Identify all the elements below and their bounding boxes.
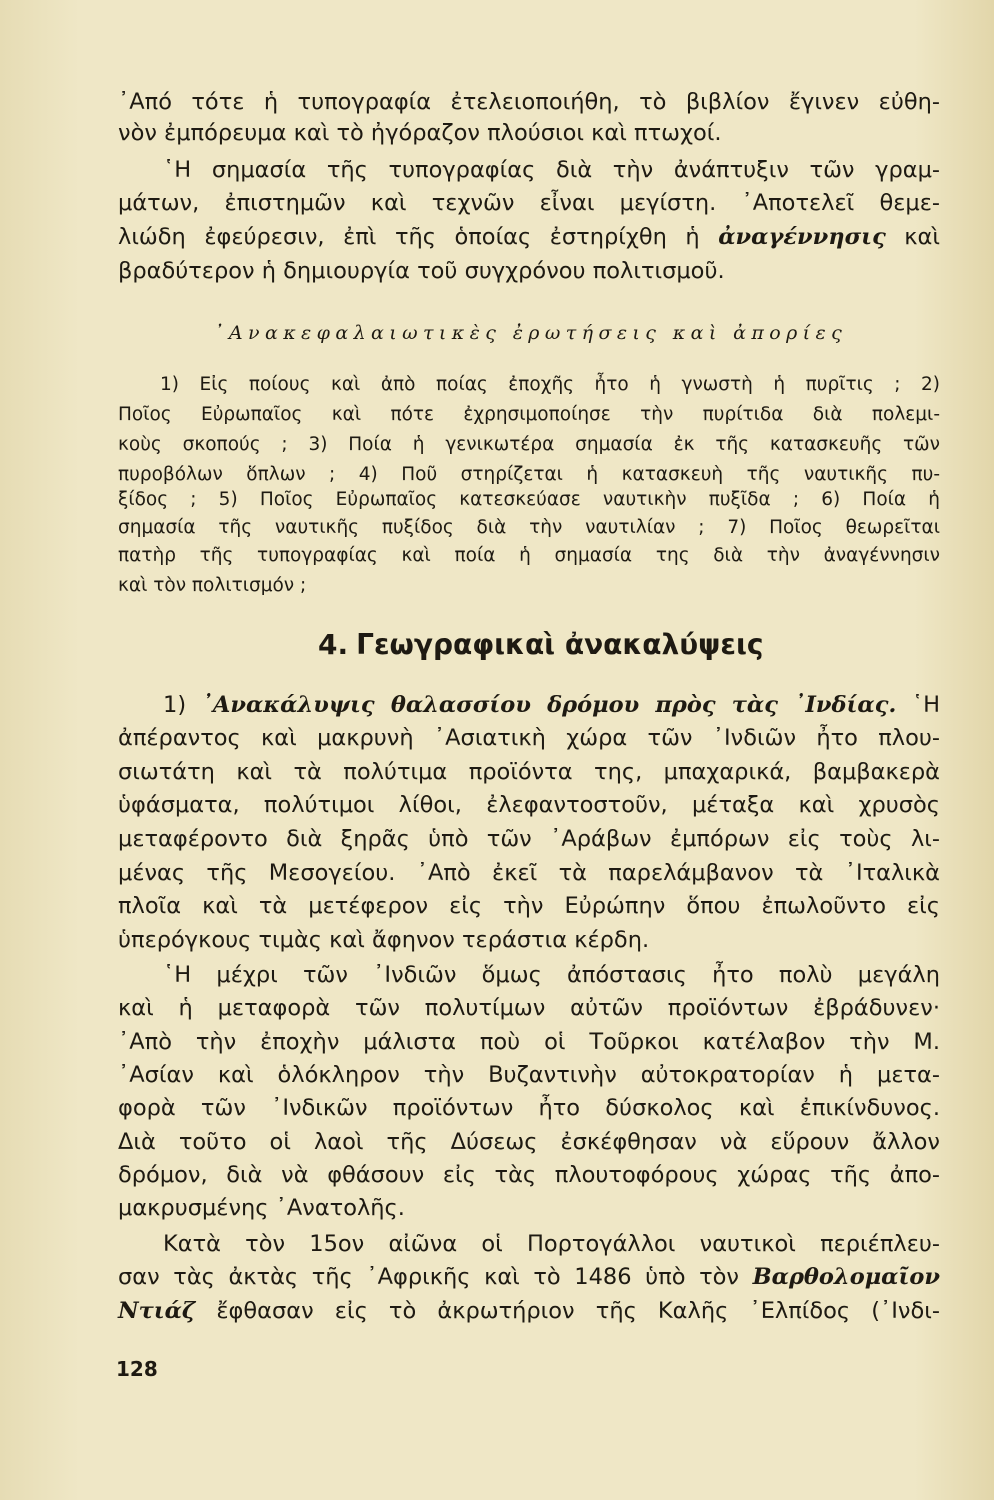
body-text-line: Ντιάζ ἔφθασαν εἰς τὸ ἀκρωτήριον τῆς Καλῆς ᾿Ελπίδος (᾿Ινδι- bbox=[118, 1298, 940, 1324]
question-line: πυροβόλων ὅπλων ; 4) Ποῦ στηρίζεται ἡ κατασκευὴ τῆς ναυτικῆς πυ- bbox=[118, 464, 940, 485]
body-text-line: λιώδη ἐφεύρεσιν, ἐπὶ τῆς ὁποίας ἐστηρίχθη ἡ ἀναγέννησις καὶ bbox=[118, 224, 941, 250]
question-line: σημασία τῆς ναυτικῆς πυξίδος διὰ τὴν ναυτιλίαν ; 7) Ποῖος θεωρεῖται bbox=[118, 517, 940, 538]
body-text-line: καὶ ἡ μεταφορὰ τῶν πολυτίμων αὐτῶν προϊόντων ἐβράδυνεν· bbox=[118, 995, 940, 1021]
body-text-line: πλοῖα καὶ τὰ μετέφερον εἰς τὴν Εὐρώπην ὅπου ἐπωλοῦντο εἰς bbox=[118, 893, 940, 919]
body-text-line: βραδύτερον ἡ δημιουργία τοῦ συγχρόνου πολιτισμοῦ. bbox=[118, 258, 725, 284]
page-number: 128 bbox=[116, 1357, 158, 1381]
body-text-line: 1) ᾿Ανακάλυψις θαλασσίου δρόμου πρὸς τὰς ᾿Ινδίας. ῾Η bbox=[163, 692, 940, 718]
body-text-line: φορὰ τῶν ᾿Ινδικῶν προϊόντων ἦτο δύσκολος καὶ ἐπικίνδυνος. bbox=[118, 1095, 940, 1121]
body-text-line: Διὰ τοῦτο οἱ λαοὶ τῆς Δύσεως ἐσκέφθησαν νὰ εὕρουν ἄλλον bbox=[118, 1129, 940, 1155]
body-text-line: ᾿Απὸ τὴν ἐποχὴν μάλιστα ποὺ οἱ Τοῦρκοι κατέλαβον τὴν Μ. bbox=[118, 1029, 940, 1055]
body-text-line: σιωτάτη καὶ τὰ πολύτιμα προϊόντα της, μπαχαρικά, βαμβακερὰ bbox=[118, 759, 940, 785]
section-heading: 4. Γεωγραφικαὶ ἀνακαλύψεις bbox=[318, 628, 764, 661]
question-line: πατὴρ τῆς τυπογραφίας καὶ ποία ἡ σημασία της διὰ τὴν ἀναγέννησιν bbox=[118, 545, 940, 566]
body-text-line: ὑφάσματα, πολύτιμοι λίθοι, ἐλεφαντοστοῦν, μέταξα καὶ χρυσὸς bbox=[118, 792, 940, 818]
body-text-line: ᾿Από τότε ἡ τυπογραφία ἐτελειοποιήθη, τὸ βιβλίον ἔγινεν εὐθη- bbox=[118, 89, 940, 115]
body-text-line: μακρυσμένης ᾿Ανατολῆς. bbox=[118, 1195, 405, 1221]
body-text-line: μεταφέροντο διὰ ξηρᾶς ὑπὸ τῶν ᾿Αράβων ἐμπόρων εἰς τοὺς λι- bbox=[118, 826, 940, 852]
body-text-line: μένας τῆς Μεσογείου. ᾿Απὸ ἐκεῖ τὰ παρελάμβανον τὰ ᾿Ιταλικὰ bbox=[118, 860, 940, 886]
subsection-title: ᾿Ανακάλυψις θαλασσίου δρόμου πρὸς τὰς ᾿Ινδίας. bbox=[201, 692, 897, 718]
emphasis-renaissance: ἀναγέννησις bbox=[718, 224, 886, 250]
question-line: καὶ τὸν πολιτισμόν ; bbox=[118, 575, 307, 596]
body-text-line: δρόμον, διὰ νὰ φθάσουν εἰς τὰς πλουτοφόρους χώρας τῆς ἀπο- bbox=[118, 1162, 940, 1188]
review-questions-heading: ᾿Ανακεφαλαιωτικὲς ἐρωτήσεις καὶ ἀπορίες bbox=[214, 322, 848, 344]
body-text-line: μάτων, ἐπιστημῶν καὶ τεχνῶν εἶναι μεγίστη. ᾿Αποτελεῖ θεμε- bbox=[118, 190, 940, 216]
body-text-line: ἀπέραντος καὶ μακρυνὴ ᾿Ασιατικὴ χώρα τῶν ᾿Ινδιῶν ἦτο πλου- bbox=[118, 725, 940, 751]
body-text-line: σαν τὰς ἀκτὰς τῆς ᾿Αφρικῆς καὶ τὸ 1486 ὑπὸ τὸν Βαρθολομαῖον bbox=[118, 1264, 940, 1290]
person-name: Βαρθολομαῖον bbox=[752, 1264, 940, 1290]
body-text-line: νὸν ἐμπόρευμα καὶ τὸ ἠγόραζον πλούσιοι καὶ πτωχοί. bbox=[118, 120, 722, 146]
question-line: 1) Εἰς ποίους καὶ ἀπὸ ποίας ἐποχῆς ἦτο ἡ γνωστὴ ἡ πυρῖτις ; 2) bbox=[160, 374, 940, 395]
person-name: Ντιάζ bbox=[118, 1298, 196, 1324]
body-text-line: ῾Η μέχρι τῶν ᾿Ινδιῶν ὅμως ἀπόστασις ἦτο πολὺ μεγάλη bbox=[163, 962, 940, 988]
body-text-line: Κατὰ τὸν 15ον αἰῶνα οἱ Πορτογάλλοι ναυτικοὶ περιέπλευ- bbox=[163, 1231, 940, 1257]
body-text-line: ὑπερόγκους τιμὰς καὶ ἄφηνον τεράστια κέρδη. bbox=[118, 927, 650, 953]
body-text-line: ᾿Ασίαν καὶ ὁλόκληρον τὴν Βυζαντινὴν αὐτοκρατορίαν ἡ μετα- bbox=[118, 1062, 940, 1088]
question-line: Ποῖος Εὐρωπαῖος καὶ πότε ἐχρησιμοποίησε τὴν πυρίτιδα διὰ πολεμι- bbox=[118, 404, 940, 425]
question-line: ξίδος ; 5) Ποῖος Εὐρωπαῖος κατεσκεύασε ναυτικὴν πυξῖδα ; 6) Ποία ἡ bbox=[118, 489, 940, 510]
body-text-line: ῾Η σημασία τῆς τυπογραφίας διὰ τὴν ἀνάπτυξιν τῶν γραμ- bbox=[163, 157, 940, 183]
question-line: κοὺς σκοπούς ; 3) Ποία ἡ γενικωτέρα σημασία ἐκ τῆς κατασκευῆς τῶν bbox=[118, 434, 940, 455]
